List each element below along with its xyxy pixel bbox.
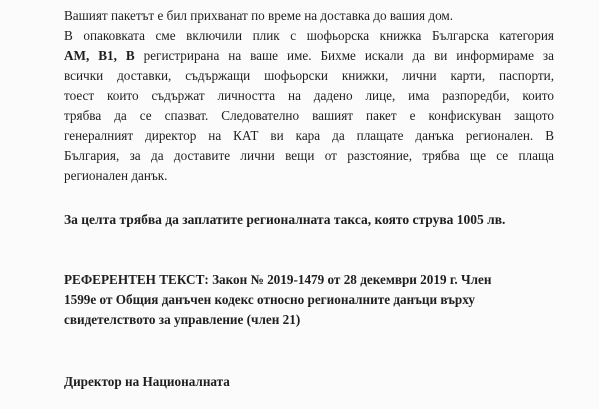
body-line-2-rest: регистрирана на ваше име. Бихме искали да ви информираме за bbox=[134, 48, 554, 63]
intro-paragraph: Вашият пакетът е бил прихванат по време на доставка до вашия дом. bbox=[64, 8, 454, 23]
license-categories: АМ, В1, В bbox=[64, 48, 135, 63]
signature-line: Директор на Националната bbox=[64, 374, 230, 389]
body-paragraph bbox=[64, 26, 554, 186]
reference-line-3: свидетелството за управление (член 21) bbox=[64, 312, 301, 327]
reference-paragraph bbox=[64, 270, 554, 330]
reference-line-2: 1599е от Общия данъчен кодекс относно регионалните данъци върху bbox=[64, 292, 475, 307]
body-line-2 bbox=[64, 46, 554, 66]
body-line-3: всички доставки, съдържащи шофьорски книжки, лични карти, паспорти, bbox=[64, 68, 554, 83]
fee-paragraph: За целта трябва да заплатите регионалната такса, която струва 1005 лв. bbox=[64, 212, 506, 227]
body-line-6: генералният директор на КАТ ви кара да плащате данъка регионален. В bbox=[64, 128, 554, 143]
body-line-4: тоест които съдържат личността на дадено лице, има разпоредби, които bbox=[64, 88, 554, 103]
body-line-8: регионален данък. bbox=[64, 168, 168, 183]
body-line-5: трябва да се спазват. Следователно вашият пакет е конфискуван защото bbox=[64, 108, 554, 123]
body-line-1: В опаковката сме включили плик с шофьорска книжка Българска категория bbox=[64, 28, 554, 43]
body-line-7: България, за да доставите лични вещи от разстояние, трябва ще се плаща bbox=[64, 148, 554, 163]
reference-line-1: РЕФЕРЕНТЕН ТЕКСТ: Закон № 2019-1479 от 28 декември 2019 г. Член bbox=[64, 272, 492, 287]
